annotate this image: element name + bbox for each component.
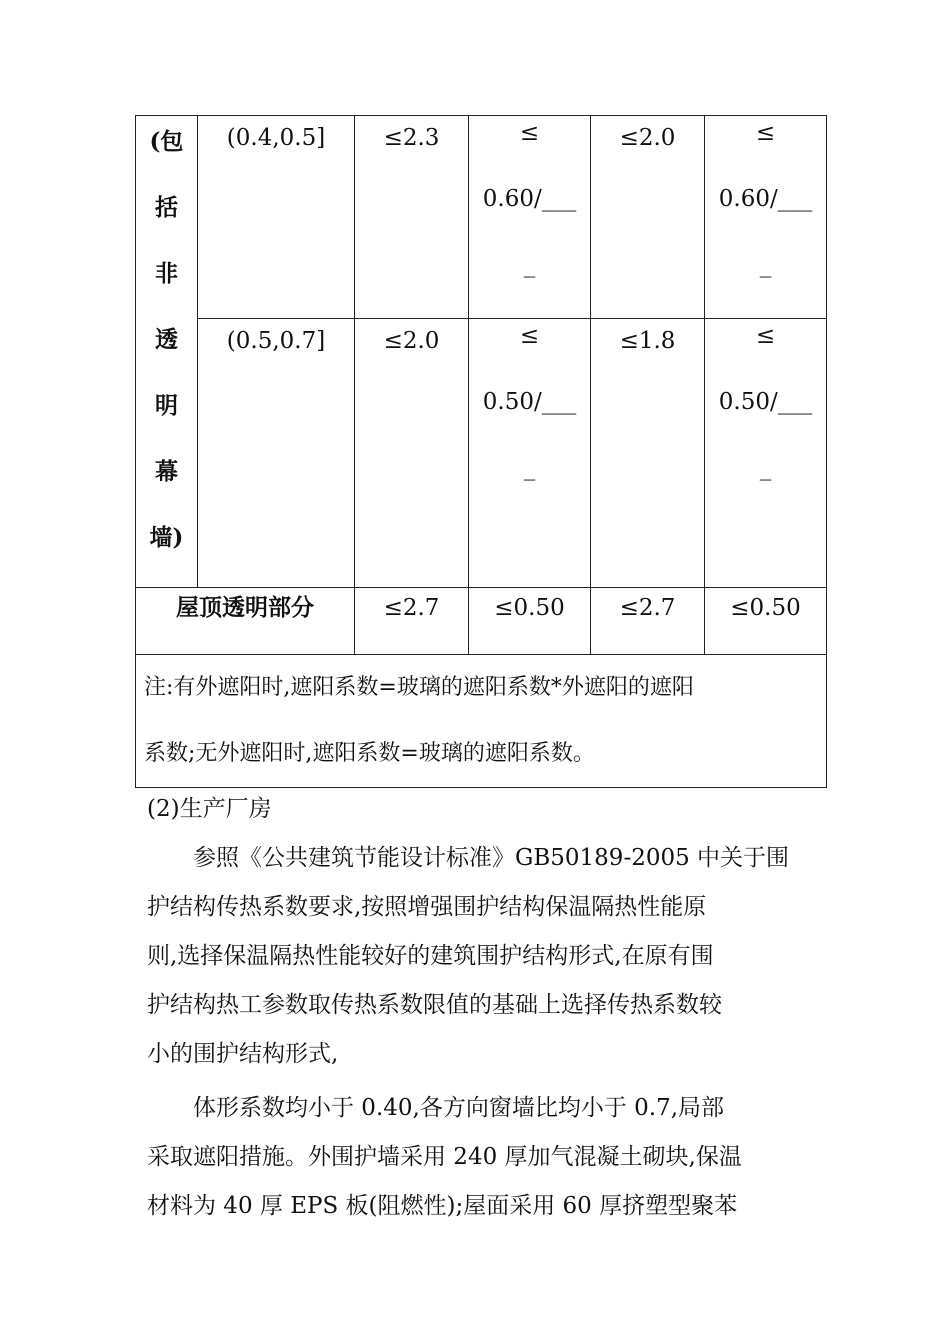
range-cell: (0.5,0.7] [198,319,355,588]
table-row [136,116,827,319]
table-note: 注:有外遮阳时,遮阳系数=玻璃的遮阳系数*外遮阳的遮阳 系数;无外遮阳时,遮阳系数=玻璃的遮阳系数。 [136,655,827,788]
section-heading: (2)生产厂房 [147,796,272,822]
k-value-cell: ≤2.3 [355,116,469,319]
table-row [136,588,827,655]
sc-value-cell: ≤ 0.60/___ _ [705,116,827,319]
paragraph-2: 体形系数均小于 0.40,各方向窗墙比均小于 0.7,局部 采取遮阳措施。外围护墙采用 240 厚加气混凝土砌块,保温 材料为 40 厚 EPS 板(阻燃性);屋面采用 60 厚挤塑型聚苯 [147,1095,742,1219]
table-row [136,655,827,788]
range-cell: (0.4,0.5] [198,116,355,319]
k-value-cell: ≤2.7 [591,588,705,655]
k-value-cell: ≤1.8 [591,319,705,588]
k-value-cell: ≤2.0 [355,319,469,588]
sc-value-cell: ≤ 0.50/___ _ [469,319,591,588]
k-value-cell: ≤2.7 [355,588,469,655]
k-value-cell: ≤2.0 [591,116,705,319]
sc-value-cell: ≤ 0.50/___ _ [705,319,827,588]
sc-value-cell: ≤0.50 [705,588,827,655]
table-row [136,319,827,588]
sc-value-cell: ≤0.50 [469,588,591,655]
paragraph-1: 参照《公共建筑节能设计标准》GB50189-2005 中关于围 护结构传热系数要求,按照增强围护结构保温隔热性能原 则,选择保温隔热性能较好的建筑围护结构形式,在原有围 护结构热工参数取传热系数限值的基础上选择传热系数较 小的围护结构形式, [147,845,790,1067]
envelope-spec-table [135,115,827,788]
sc-value-cell: ≤ 0.60/___ _ [469,116,591,319]
roof-label-cell: 屋顶透明部分 [136,588,355,655]
curtain-wall-label-cell: (包 括 非 透 明 幕 墙) [136,116,198,588]
